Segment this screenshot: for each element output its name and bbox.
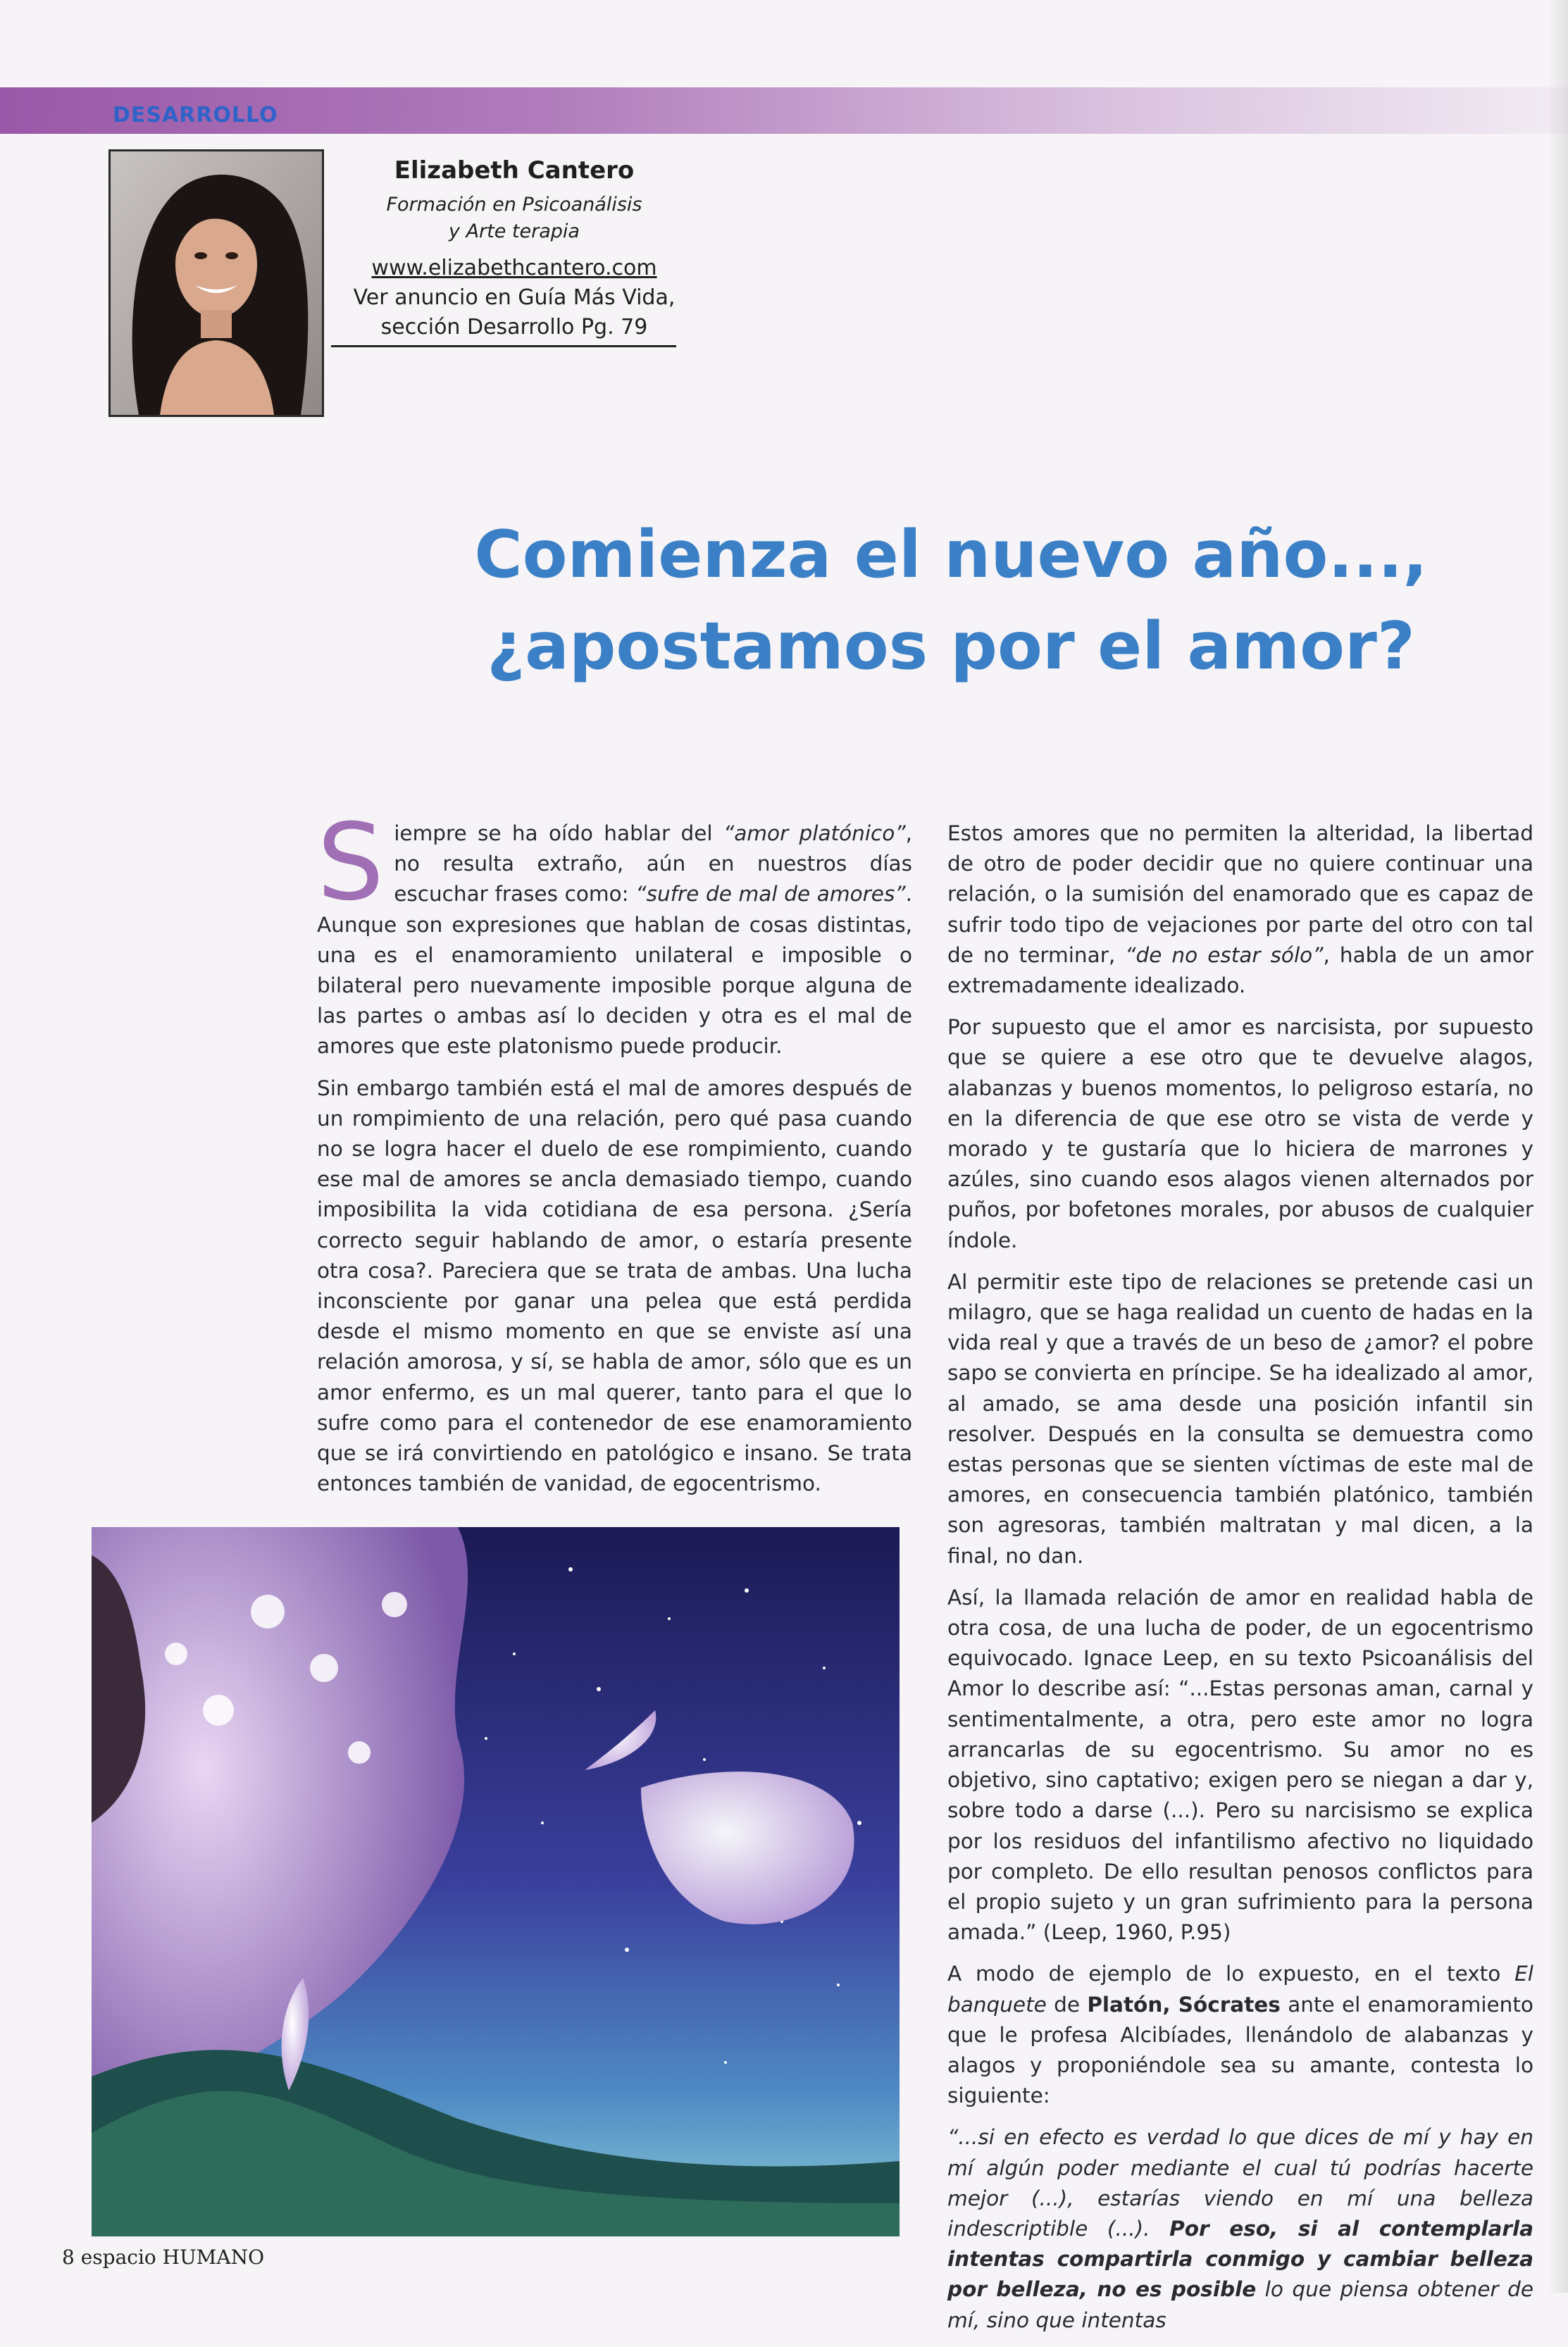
cherry-blossom-night-illustration [92,1527,900,2236]
author-role-line2: y Arte terapia [449,220,580,242]
text-run: ante el enamoramiento que le profesa Alcibíades, llenándolo de alabanzas y alagos y proponiéndole sea su amante, contesta lo siguiente: [947,1992,1533,2108]
headline-line2: ¿apostamos por el amor? [487,608,1415,684]
column2-paragraph-1 [947,818,1533,1001]
article-column-1 [317,802,912,1510]
column1-paragraph-1 [317,802,912,1062]
column2-paragraph-4: Así, la llamada relación de amor en realidad habla de otra cosa, de una lucha de poder, de un egocentrismo equivocado. Ignace Leep, en su texto Psicoanálisis del Amor lo describe así: “...Estas personas aman, carnal y sentimentalmente, a otra, pero este amor no logra arrancarlas de su egocentrismo. Su amor no es objetivo, sino captativo; exigen pero se niegan a dar y, sobre todo a darse (...). Pero su narcisismo se explica por los residuos del infantilismo afectivo no liquidado por completo. De ello resultan penosos conflictos para el propio sujeto y un gran sufrimiento para la persona amada.” (Leep, 1960, P.95) [947,1585,1533,1945]
text-run-italic: El banquete [947,1962,1533,2017]
text-run-bold: Platón, Sócrates [1087,1992,1281,2017]
text-run: . Aunque son expresiones que hablan de cosas distintas, una es el enamoramiento unilateral e imposible o bilateral pero nuevamente imposible porque alguna de las partes o ambas así lo deciden y otra es el mal de amores que este platonismo puede producir. [317,882,912,1059]
page-footer: 8 espacio HUMANO [62,2246,265,2269]
headline-line1: Comienza el nuevo año..., [474,516,1428,592]
text-run: A modo de ejemplo de lo expuesto, en el texto [947,1962,1515,1986]
page-edge-shadow [1547,0,1568,2293]
author-portrait-image [111,151,322,415]
article-headline [451,509,1451,692]
author-photo [108,149,324,417]
author-note-line2: sección Desarrollo Pg. 79 [380,315,648,340]
author-website-link[interactable]: www.elizabethcantero.com [371,256,657,280]
column1-paragraph-2: Sin embargo también está el mal de amores después de un rompimiento de una relación, pero qué pasa cuando no se logra hacer el duelo de ese rompimiento, cuando ese mal de amores se ancla demasiado tiempo, cuando imposibilita la vida cotidiana de esa persona. ¿Sería correcto seguir hablando de amor, o estaría presente otra cosa?. Pareciera que se trata de ambas. Una lucha inconsciente por ganar una pelea que está perdida desde el mismo momento en que se enviste así una relación amorosa, y sí, se habla de amor, sólo que es un amor enfermo, es un mal querer, tanto para el que lo sufre como para el contenedor de ese enamoramiento que se irá convirtiendo en patológico e insano. Se trata entonces también de vanidad, de egocentrismo. [317,1076,912,1496]
column2-quote [947,2122,1533,2335]
quote-run: lo que piensa obtener de mí, sino que intentas [947,2277,1533,2332]
text-run: iempre se ha oído hablar del [394,821,723,845]
drop-cap: S [317,802,385,924]
author-divider [331,345,676,347]
author-role-line1: Formación en Psicoanálisis [386,194,642,216]
text-run-italic: “sufre de mal de amores” [635,882,906,907]
text-run-italic: “amor platónico” [723,821,906,845]
section-label: DESARROLLO [113,103,278,127]
text-run: , no resulta extraño, aún en nuestros días escuchar frases como: [394,821,912,907]
text-run-italic: “de no estar sólo” [1125,942,1324,967]
column2-paragraph-2: Por supuesto que el amor es narcisista, por supuesto que se quiere a ese otro que te devuelve alagos, alabanzas y buenos momentos, lo peligroso estaría, no en la diferencia de que ese otro se vista de verde y morado y te gustaría que lo hiciera de marrones y azúles, sino cuando esos alagos vienen alternados por puños, por bofetones morales, por abusos de cualquier índole. [947,1015,1533,1252]
author-info [331,156,697,342]
author-name: Elizabeth Cantero [394,156,635,185]
column2-paragraph-3: Al permitir este tipo de relaciones se pretende casi un milagro, que se haga realidad un cuento de hadas en la vida real y que a través de un beso de ¿amor? el pobre sapo se convierta en príncipe. Se ha idealizado al amor, al amado, se ama desde una posición infantil sin resolver. Después en la consulta se demuestra como estas personas que se sienten víctimas de este mal de amores, en consecuencia también platónico, también son agresoras, también maltratan y mal dicen, a la final, no dan. [947,1269,1533,1568]
author-note-line1: Ver anuncio en Guía Más Vida, [353,285,676,310]
text-run: de [1046,1992,1088,2017]
quote-run: “...si en efecto es verdad lo que dices de mí y hay en mí algún poder mediante el cual tú podrías hacerte mejor (...), estarías viendo en mí una belleza indescriptible (...). [947,2125,1533,2241]
text-run: Estos amores que no permiten la alteridad, la libertad de otro de poder decidir que no quiere continuar una relación, o la sumisión del enamorado que es capaz de sufrir todo tipo de vejaciones por parte del otro con tal de no terminar, [947,821,1533,967]
text-run: , habla de un amor extremadamente idealizado. [947,942,1534,998]
illustration-image [92,1527,900,2236]
column2-paragraph-5 [947,1959,1533,2111]
quote-run-bold: Por eso, si al contemplarla intentas compartirla conmigo y cambiar belleza por belleza, no es posible [947,2216,1533,2302]
article-column-2 [947,818,1533,2347]
